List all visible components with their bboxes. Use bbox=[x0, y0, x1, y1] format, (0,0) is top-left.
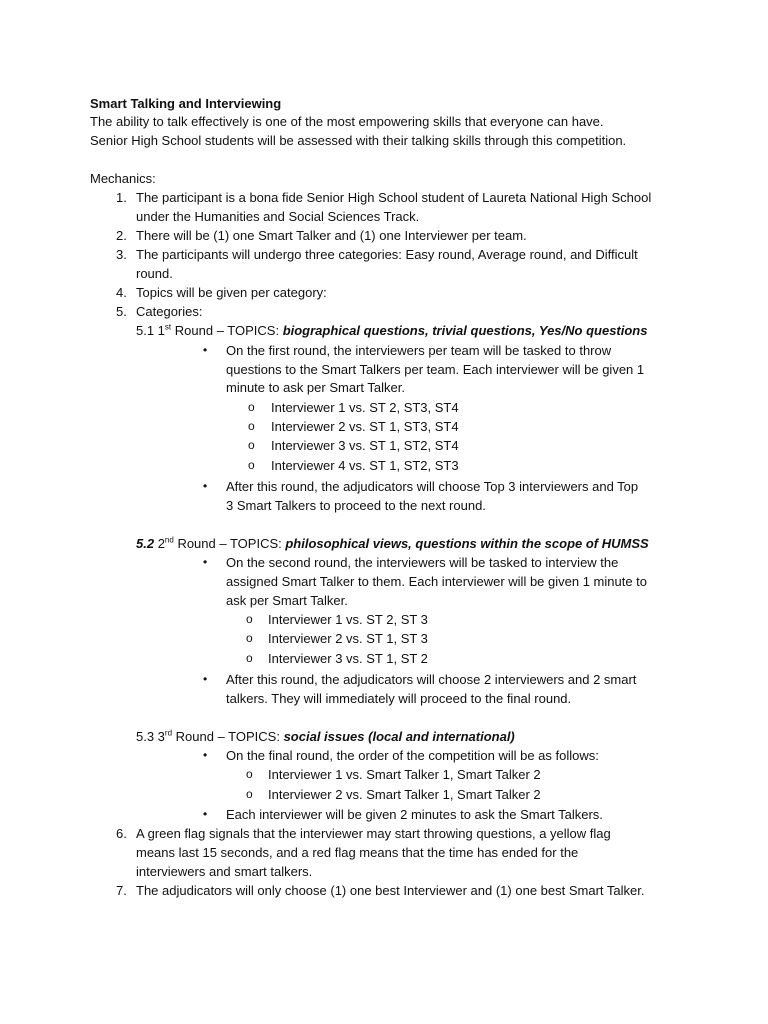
bullet-text: After this round, the adjudicators will choose Top 3 interviewers and Top bbox=[226, 479, 639, 494]
circle-bullet-icon: o bbox=[248, 458, 255, 472]
round-topics: biographical questions, trivial questions, Yes/No questions bbox=[282, 323, 648, 338]
bullet-text: questions to the Smart Talkers per team. Each interviewer will be given 1 bbox=[226, 362, 645, 377]
list-number: 7. bbox=[116, 883, 127, 898]
round-3-heading bbox=[136, 727, 515, 746]
round-label: Round – TOPICS: bbox=[171, 323, 283, 338]
bullet-icon: • bbox=[203, 748, 208, 762]
document-title: Smart Talking and Interviewing bbox=[90, 96, 282, 111]
round-label: Round – TOPICS: bbox=[172, 729, 284, 744]
round-number-ordinal: 2 bbox=[154, 536, 165, 551]
intro-line-1: The ability to talk effectively is one of the most empowering skills that everyone can have. bbox=[90, 114, 604, 129]
list-number: 4. bbox=[116, 285, 127, 300]
circle-bullet-icon: o bbox=[246, 767, 253, 781]
round-number: 5.1 1 bbox=[136, 323, 165, 338]
match-item: Interviewer 2 vs. ST 1, ST3, ST4 bbox=[271, 419, 459, 434]
circle-bullet-icon: o bbox=[248, 400, 255, 414]
list-item-text: The participant is a bona fide Senior High School student of Laureta National High School bbox=[136, 190, 652, 205]
circle-bullet-icon: o bbox=[248, 419, 255, 433]
bullet-text: assigned Smart Talker to them. Each interviewer will be given 1 minute to bbox=[226, 574, 648, 589]
list-number: 6. bbox=[116, 826, 127, 841]
bullet-text: On the final round, the order of the competition will be as follows: bbox=[226, 748, 599, 763]
match-item: Interviewer 2 vs. Smart Talker 1, Smart Talker 2 bbox=[268, 787, 541, 802]
round-label: Round – TOPICS: bbox=[173, 536, 286, 551]
round-1-heading bbox=[136, 321, 647, 340]
mechanics-label: Mechanics: bbox=[90, 171, 156, 186]
round-number: 5.3 3 bbox=[136, 729, 165, 744]
bullet-text: talkers. They will immediately will proceed to the final round. bbox=[226, 691, 572, 706]
circle-bullet-icon: o bbox=[246, 612, 253, 626]
bullet-text: On the first round, the interviewers per team will be tasked to throw bbox=[226, 343, 612, 358]
bullet-icon: • bbox=[203, 555, 208, 569]
list-item-text: There will be (1) one Smart Talker and (1) one Interviewer per team. bbox=[136, 228, 527, 243]
bullet-text: ask per Smart Talker. bbox=[226, 593, 348, 608]
match-item: Interviewer 1 vs. Smart Talker 1, Smart Talker 2 bbox=[268, 767, 541, 782]
list-number: 3. bbox=[116, 247, 127, 262]
circle-bullet-icon: o bbox=[246, 631, 253, 645]
list-number: 2. bbox=[116, 228, 127, 243]
bullet-text: On the second round, the interviewers will be tasked to interview the bbox=[226, 555, 619, 570]
bullet-icon: • bbox=[203, 672, 208, 686]
list-item-text: interviewers and smart talkers. bbox=[136, 864, 313, 879]
ordinal-suffix: nd bbox=[164, 535, 174, 545]
circle-bullet-icon: o bbox=[248, 438, 255, 452]
bullet-text: 3 Smart Talkers to proceed to the next round. bbox=[226, 498, 486, 513]
bullet-text: Each interviewer will be given 2 minutes to ask the Smart Talkers. bbox=[226, 807, 603, 822]
bullet-text: minute to ask per Smart Talker. bbox=[226, 380, 405, 395]
list-item-text: Topics will be given per category: bbox=[136, 285, 327, 300]
bullet-icon: • bbox=[203, 807, 208, 821]
list-number: 5. bbox=[116, 304, 127, 319]
match-item: Interviewer 1 vs. ST 2, ST 3 bbox=[268, 612, 428, 627]
bullet-icon: • bbox=[203, 479, 208, 493]
round-2-heading bbox=[136, 534, 649, 553]
circle-bullet-icon: o bbox=[246, 651, 253, 665]
ordinal-suffix: rd bbox=[164, 728, 173, 738]
match-item: Interviewer 2 vs. ST 1, ST 3 bbox=[268, 631, 428, 646]
match-item: Interviewer 4 vs. ST 1, ST2, ST3 bbox=[271, 458, 459, 473]
round-number: 5.2 bbox=[136, 536, 155, 551]
list-item-text: round. bbox=[136, 266, 173, 281]
list-item-text: A green flag signals that the interviewer may start throwing questions, a yellow flag bbox=[136, 826, 611, 841]
bullet-icon: • bbox=[203, 343, 208, 357]
list-item-text: Categories: bbox=[136, 304, 203, 319]
list-item-text: The adjudicators will only choose (1) one best Interviewer and (1) one best Smart Talker. bbox=[136, 883, 645, 898]
match-item: Interviewer 1 vs. ST 2, ST3, ST4 bbox=[271, 400, 459, 415]
intro-line-2: Senior High School students will be assessed with their talking skills through this competition. bbox=[90, 133, 627, 148]
round-topics: social issues (local and international) bbox=[283, 729, 515, 744]
list-item-text: under the Humanities and Social Sciences Track. bbox=[136, 209, 420, 224]
match-item: Interviewer 3 vs. ST 1, ST 2 bbox=[268, 651, 428, 666]
match-item: Interviewer 3 vs. ST 1, ST2, ST4 bbox=[271, 438, 459, 453]
circle-bullet-icon: o bbox=[246, 787, 253, 801]
list-item-text: means last 15 seconds, and a red flag means that the time has ended for the bbox=[136, 845, 579, 860]
list-item-text: The participants will undergo three categories: Easy round, Average round, and Difficult bbox=[136, 247, 638, 262]
ordinal-suffix: st bbox=[164, 322, 172, 332]
list-number: 1. bbox=[116, 190, 127, 205]
bullet-text: After this round, the adjudicators will choose 2 interviewers and 2 smart bbox=[226, 672, 637, 687]
round-topics: philosophical views, questions within the scope of HUMSS bbox=[285, 536, 649, 551]
